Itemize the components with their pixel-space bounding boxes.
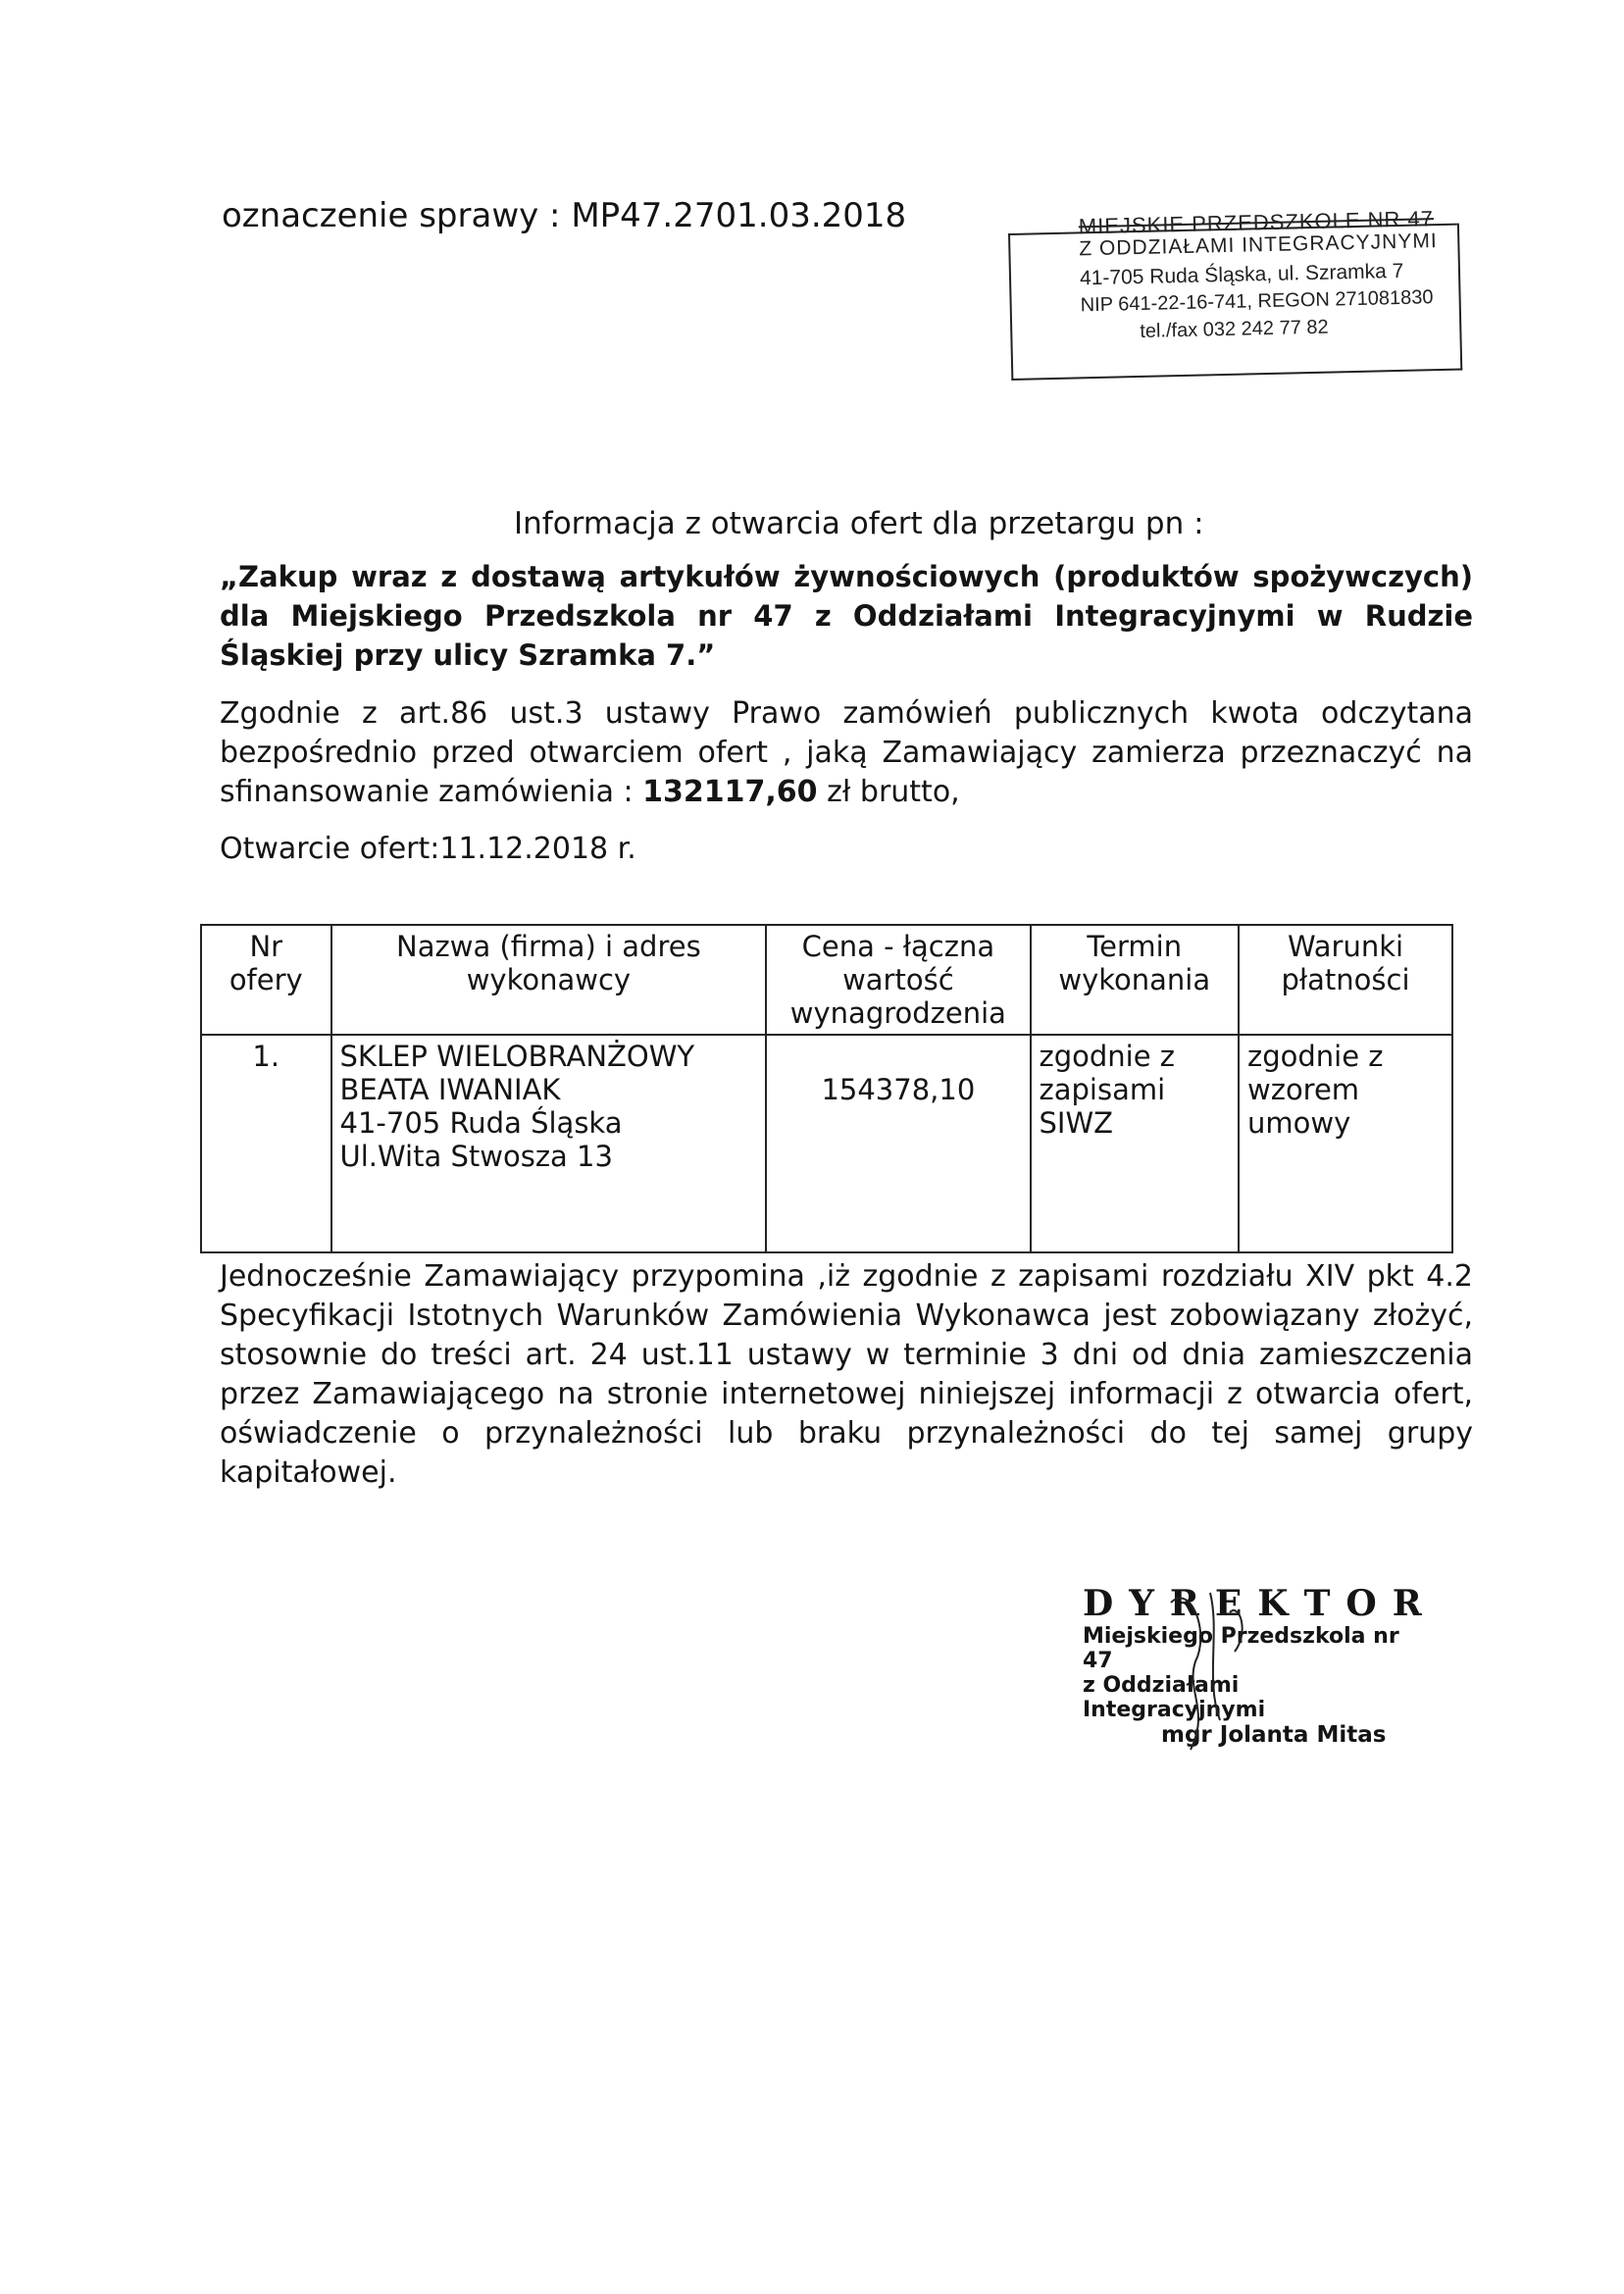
stamp-line-division: Z ODDZIAŁAMI INTEGRACYJNYMI [1079,229,1438,261]
cell-term: zgodnie z zapisami SIWZ [1031,1035,1240,1252]
stamp-line-ids: NIP 641-22-16-741, REGON 271081830 [1080,286,1434,317]
closing-paragraph: Jednocześnie Zamawiający przypomina ,iż zgodnie z zapisami rozdziału XIV pkt 4.2 Specyfikacji Istotnych Warunków Zamówienia Wykonawca jest zobowiązany złożyć, stosownie do treści art. 24 ust.11 ustawy w terminie 3 dni od dnia zamieszczenia przez Zamawiającego na stronie internetowej niniejszej informacji z otwarcia ofert, oświadczenie o przynależności lub braku przynależności do tej samej grupy kapitałowej. [220,1259,1473,1490]
stamp-line-address: 41-705 Ruda Śląska, ul. Szramka 7 [1079,259,1404,290]
handwritten-signature [1151,1573,1289,1759]
offers-table [200,924,1453,1253]
contractor-line: Ul.Wita Stwosza 13 [339,1140,613,1173]
document-heading: Informacja z otwarcia ofert dla przetargu pn : [514,506,1204,541]
legal-paragraph [220,694,1473,812]
header-price: Cena - łączna wartość wynagrodzenia [766,925,1030,1035]
header-nr: Nr ofery [201,925,331,1035]
contractor-line: BEATA IWANIAK [339,1073,561,1106]
header-name: Nazwa (firma) i adres wykonawcy [331,925,767,1035]
tender-title: „Zakup wraz z dostawą artykułów żywnościowych (produktów spożywczych) dla Miejskiego Przedszkola nr 47 z Oddziałami Integracyjnymi w Rudzie Śląskiej przy ulicy Szramka 7.” [220,560,1473,672]
director-signature-stamp [1083,1583,1438,1748]
cell-contractor [331,1035,767,1252]
legal-text: Zgodnie z art.86 ust.3 ustawy Prawo zamówień publicznych kwota odczytana bezpośrednio przed otwarciem ofert , jaką Zamawiający zamierza przeznaczyć na sfinansowanie zamówienia : [220,696,1473,809]
contractor-line: SKLEP WIELOBRANŻOWY [339,1040,695,1073]
signature-title: DYREKTOR [1083,1583,1438,1624]
budget-suffix: zł brutto, [827,775,960,809]
signature-name: mgr Jolanta Mitas [1161,1722,1387,1748]
stamp-line-name: MIEJSKIE PRZEDSZKOLE NR 47 [1078,206,1435,239]
institution-stamp [1008,206,1462,381]
table-row [201,1035,1452,1252]
contractor-line: 41-705 Ruda Śląska [339,1106,623,1140]
signature-line: z Oddziałami Integracyjnymi [1083,1673,1266,1722]
opening-date: Otwarcie ofert:11.12.2018 r. [220,832,636,866]
header-term: Termin wykonania [1031,925,1240,1035]
case-reference: oznaczenie sprawy : MP47.2701.03.2018 [222,196,907,235]
budget-amount: 132117,60 [642,775,818,809]
stamp-line-phone: tel./fax 032 242 77 82 [1140,316,1329,342]
header-payment: Warunki płatności [1239,925,1452,1035]
cell-payment: zgodnie z wzorem umowy [1239,1035,1452,1252]
signature-line: Miejskiego Przedszkola nr 47 [1083,1624,1399,1673]
cell-price: 154378,10 [766,1035,1030,1252]
cell-nr: 1. [201,1035,331,1252]
table-header-row [201,925,1452,1035]
